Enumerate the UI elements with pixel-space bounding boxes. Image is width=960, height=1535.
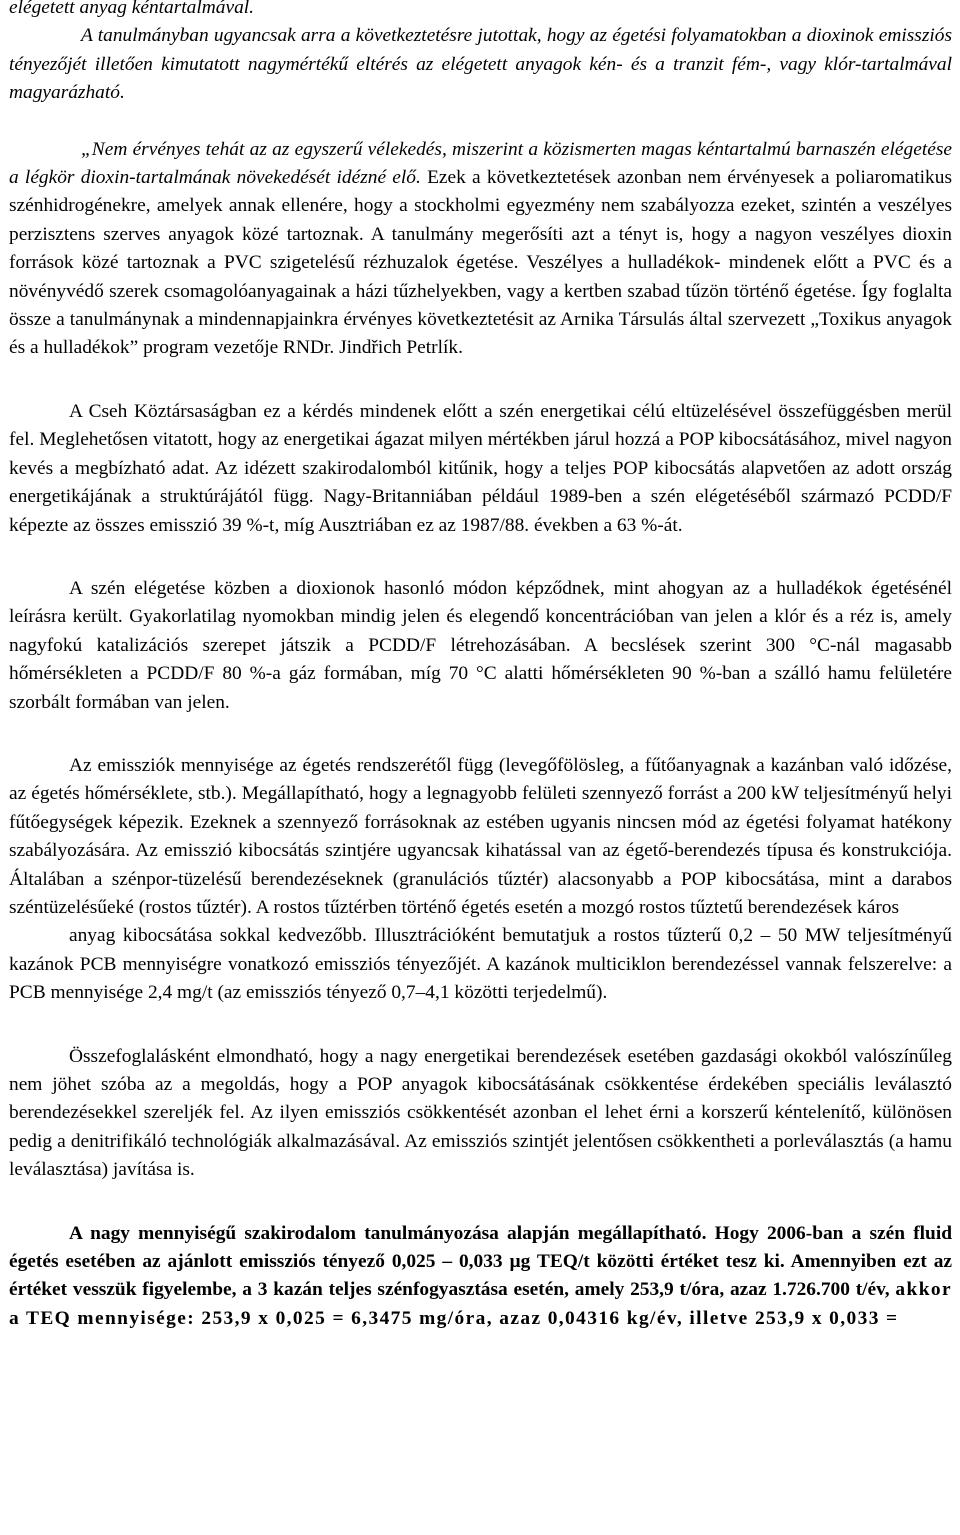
quote-text: „Nem érvényes tehát az az egyszerű vélekedés, miszerint a közismerten magas kéntartalmú barnaszén elégetése a légkör dioxin-tartalmának növekedését idézné elő. — [9, 138, 952, 189]
paragraph — [9, 398, 952, 540]
spacer — [9, 717, 952, 752]
spacer — [9, 108, 952, 136]
paragraph-text: A tanulmányban ugyancsak arra a következtetésre jutottak, hogy az égetési folyamatokban a dioxinok emissziós tényezőjét illetően kimutatott nagymértékű eltérés az elégetett anyagok kén- és a tranzit fém-, vagy klór-tartalmával magyarázható. — [9, 25, 952, 104]
spacer — [9, 1185, 952, 1220]
paragraph — [9, 752, 952, 922]
paragraph-text: Veszélyes a hulladékok- mindenek előtt a PVC és a növényvédő szerek csomagolóanyagainak a házi tűzhelyekben, vagy a kertben szabad tűzön történő égetése. — [9, 252, 953, 302]
text-line: elégetett anyag kéntartalmával. — [9, 0, 254, 18]
paragraph-text: akkor a TEQ mennyisége: 253,9 x 0,025 = 6,3475 mg/óra, azaz 0,04316 kg/év, illetve 253,9 x 0,033 = — [9, 1279, 952, 1329]
paragraph-continuation — [9, 922, 952, 1007]
document-page — [9, 0, 952, 1333]
paragraph — [9, 575, 952, 717]
paragraph-text: A szén elégetése közben a dioxionok hasonló módon képződnek, mint ahogyan az a hulladékok égetésénél leírásra került. Gyakorlatilag nyomokban mindig jelen és elegendő koncentrációban van jelen a klór és a réz is, amely nagyfokú katalizációs szerepet játszik a PCDD/F létrehozásában. A becslések szerint 300 °C-nál magasabb hőmérsékleten a PCDD/F 80 %-a gáz formában, míg 70 °C alatti hőmérsékleten 90 %-ban a szálló hamu felületére szorbált formában van jelen. — [9, 577, 952, 713]
paragraph — [9, 1043, 952, 1185]
paragraph-text: Így foglalta össze a tanulmánynak a mindennapjainkra érvényes következtetésit az Arnika Társulás által szervezett „Toxikus anyagok és a hulladékok” program vezetője RNDr. Jindřich Petrlík. — [9, 280, 952, 359]
paragraph — [9, 22, 952, 107]
paragraph-fragment — [9, 0, 952, 22]
spacer — [9, 363, 952, 398]
paragraph-text: A tanulmány megerősíti azt a tényt is, hogy a nagyon veszélyes dioxin források közé tartoznak a PVC szigetelésű rézhuzalok égetése. — [9, 223, 952, 274]
paragraph-text: Az emissziók mennyisége az égetés rendszerétől függ (levegőfölösleg, a fűtőanyagnak a kazánban való időzése, az égetés hőmérséklete, stb.). Megállapítható, hogy a legnagyobb felületi szennyező forrást a 200 kW teljesítményű helyi fűtőegységek képezik. Ezeknek a szennyező forrásoknak az estében ugyanis nincsen mód az égetési folyamat hatékony szabályozására. Az emisszió kibocsátás szintjére ugyancsak kihatással van az égető-berendezés típusa és konstrukciója. Általában a szénpor-tüzelésű berendezéseknek (granulációs tűztér) alacsonyabb a POP kibocsátása, mint a darabos széntüzelésűeké (rostos tűztér). A rostos tűztérben történő égetés esetén a mozgó rostos tűztetű berendezések káros — [9, 754, 952, 918]
paragraph-text: Összefoglalásként elmondható, hogy a nagy energetikai berendezések esetében gazdasági okokból valószínűleg nem jöhet szóba az a megoldás, hogy a POP anyagok kibocsátásának csökkentése érdekében speciális leválasztó berendezésekkel szereljék fel. Az ilyen emissziós csökkentését azonban el lehet érni a korszerű kéntelenítő, különösen pedig a denitrifikáló technológiák alkalmazásával. Az emissziós szintjét jelentősen csökkentheti a porleválasztás (a hamu leválasztása) javítása is. — [9, 1045, 952, 1181]
paragraph-text: Ezek a következtetések azonban nem érvényesek a poliaromatikus szénhidrogénekre, amelyek annak ellenére, hogy a stockholmi egyezmény nem szabályozza ezeket, szintén a veszélyes perzisztens szerves anyagok közé tartoznak. — [9, 167, 952, 245]
paragraph — [9, 136, 952, 363]
paragraph-text: A nagy mennyiségű szakirodalom tanulmányozása alapján megállapítható. Hogy 2006-ban a szén fluid égetés esetében az ajánlott emissziós tényező 0,025 – 0,033 µg TEQ/t közötti értéket tesz ki. Amennyiben ezt az értéket vesszük figyelembe, a 3 kazán teljes szénfogyasztása esetén, amely 253,9 t/óra, azaz 1.726.700 t/év, — [9, 1222, 952, 1301]
paragraph-text: anyag kibocsátása sokkal kedvezőbb. Illusztrációként bemutatjuk a rostos tűzterű 0,2 – 50 MW teljesítményű kazánok PCB mennyiségre vonatkozó emissziós tényezőjét. A kazánok multiciklon berendezéssel vannak felszerelve: a PCB mennyisége 2,4 mg/t (az emissziós tényező 0,7–4,1 közötti terjedelmű). — [9, 925, 952, 1004]
spacer — [9, 1008, 952, 1043]
paragraph-text: A Cseh Köztársaságban ez a kérdés mindenek előtt a szén energetikai célú eltüzelésével összefüggésben merül fel. Meglehetősen vitatott, hogy az energetikai ágazat milyen mértékben járul hozzá a POP kibocsátásához, mivel nagyon kevés a megbízható adat. Az idézett szakirodalomból kitűnik, hogy a teljes POP kibocsátás alapvetően az adott ország energetikájának a struktúrájától függ. Nagy-Britanniában például 1989-ben a szén elégetéséből származó PCDD/F képezte az összes emisszió 39 %-t, míg Ausztriában ez az 1987/88. években a 63 %-át. — [9, 400, 952, 536]
spacer — [9, 540, 952, 575]
bold-paragraph — [9, 1220, 952, 1334]
